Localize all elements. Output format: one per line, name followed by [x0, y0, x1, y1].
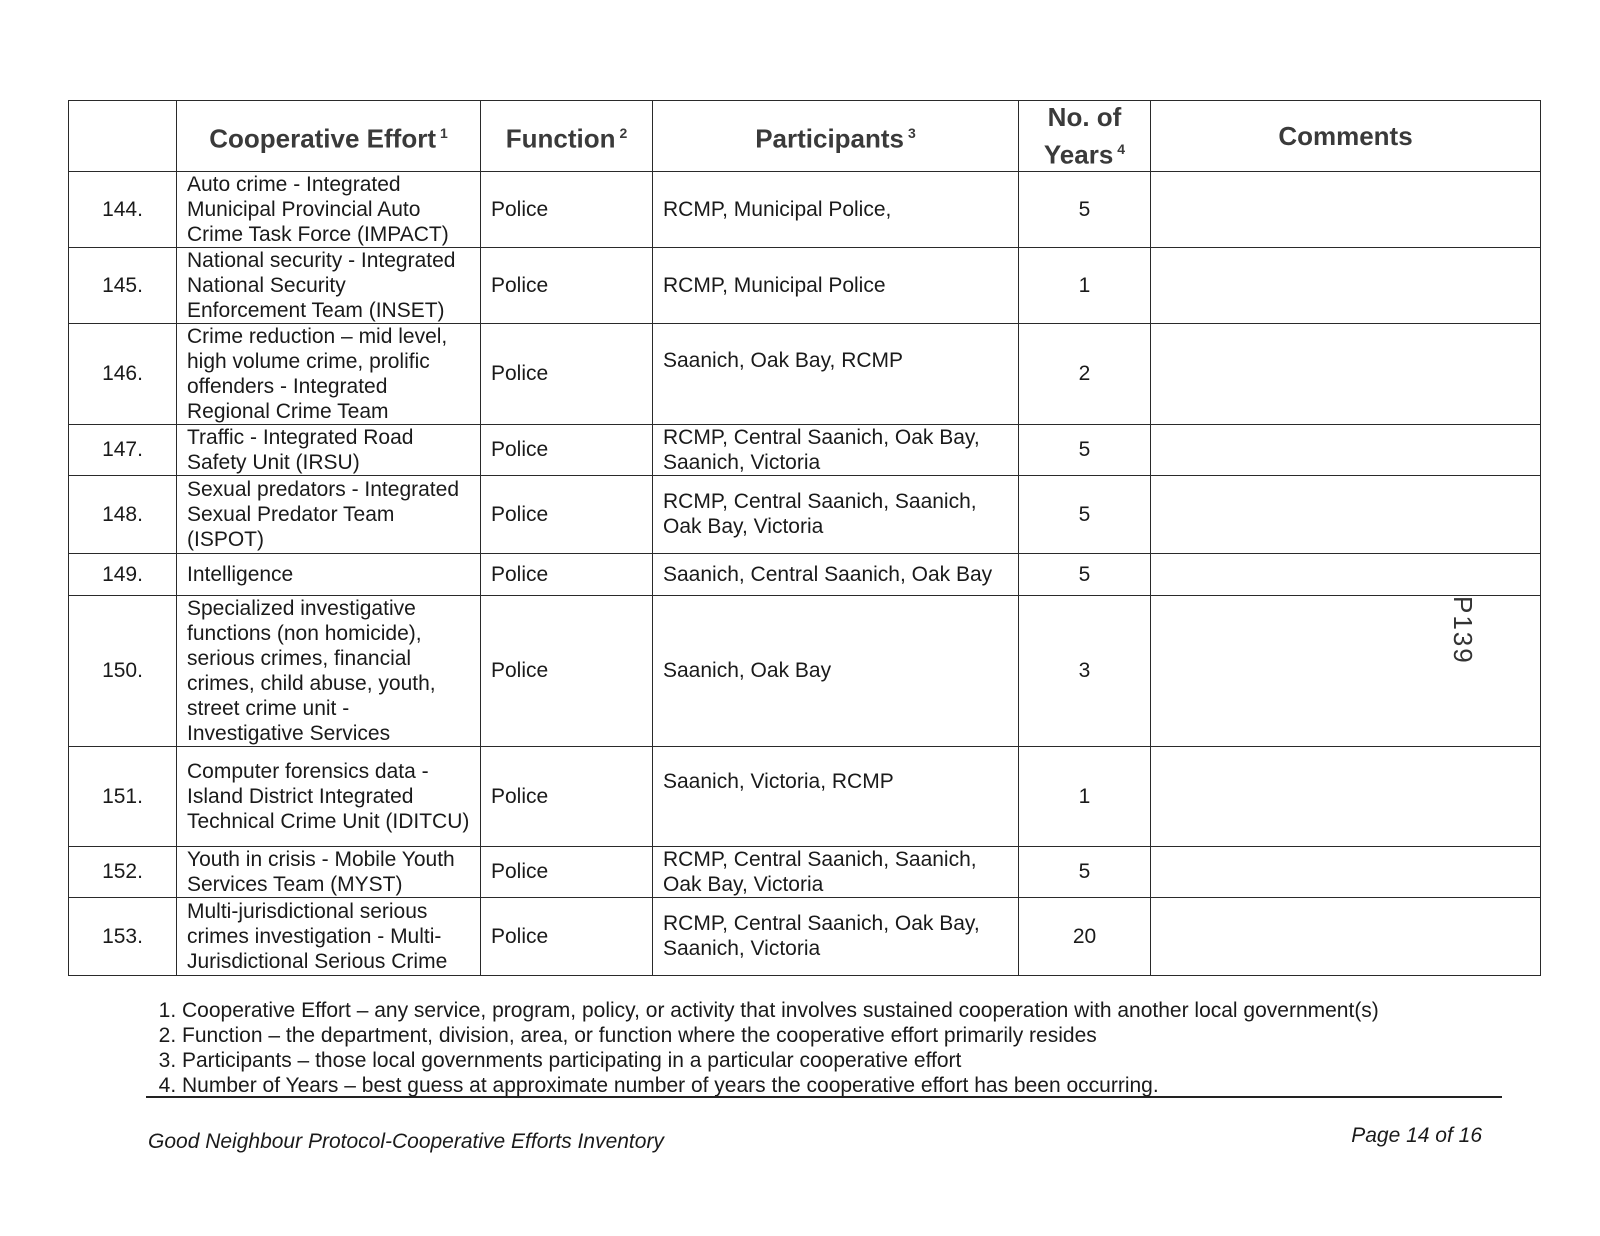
- row-function: Police: [481, 746, 653, 846]
- row-comments: [1151, 897, 1541, 975]
- row-function: Police: [481, 553, 653, 595]
- header-years: No. of Years $^4$: [1019, 101, 1151, 172]
- row-participants: RCMP, Municipal Police,: [653, 171, 1019, 247]
- row-function: Police: [481, 846, 653, 897]
- table-row: [69, 171, 1541, 247]
- row-years: 3: [1019, 595, 1151, 746]
- table-row: [69, 475, 1541, 553]
- header-function: Function $^2$: [481, 101, 653, 172]
- table-row: [69, 553, 1541, 595]
- row-years: 1: [1019, 247, 1151, 323]
- row-effort: Crime reduction – mid level, high volume crime, prolific offenders - Integrated Regional Crime Team: [177, 323, 481, 424]
- table-row: [69, 897, 1541, 975]
- footnote-item: 1. Cooperative Effort – any service, program, policy, or activity that involves sustained cooperation with another local government(s): [182, 998, 1502, 1023]
- row-participants: RCMP, Central Saanich, Saanich, Oak Bay, Victoria: [653, 475, 1019, 553]
- row-years: 5: [1019, 171, 1151, 247]
- header-number: [69, 101, 177, 172]
- row-years: 5: [1019, 475, 1151, 553]
- row-number: 150.: [69, 595, 177, 746]
- header-participants: Participants $^3$: [653, 101, 1019, 172]
- table-row: [69, 595, 1541, 746]
- footnote-item: 2. Function – the department, division, area, or function where the cooperative effort primarily resides: [182, 1023, 1502, 1048]
- row-number: 145.: [69, 247, 177, 323]
- table-row: [69, 247, 1541, 323]
- row-number: 147.: [69, 424, 177, 475]
- table-row: [69, 746, 1541, 846]
- row-years: 5: [1019, 553, 1151, 595]
- header-effort: Cooperative Effort $^1$: [177, 101, 481, 172]
- row-years: 20: [1019, 897, 1151, 975]
- row-participants: Saanich, Oak Bay: [653, 595, 1019, 746]
- row-comments: [1151, 846, 1541, 897]
- row-function: Police: [481, 323, 653, 424]
- row-number: 146.: [69, 323, 177, 424]
- row-comments: [1151, 171, 1541, 247]
- inventory-table: [68, 100, 1541, 976]
- row-effort: Specialized investigative functions (non homicide), serious crimes, financial crimes, child abuse, youth, street crime unit - Investigative Services: [177, 595, 481, 746]
- row-comments: [1151, 323, 1541, 424]
- table-row: [69, 846, 1541, 897]
- row-effort: Intelligence: [177, 553, 481, 595]
- row-comments: [1151, 424, 1541, 475]
- row-effort: Multi-jurisdictional serious crimes investigation - Multi-Jurisdictional Serious Crime: [177, 897, 481, 975]
- row-years: 5: [1019, 846, 1151, 897]
- footnote-item: 3. Participants – those local governments participating in a particular cooperative effort: [182, 1048, 1502, 1073]
- row-function: Police: [481, 475, 653, 553]
- row-comments: [1151, 746, 1541, 846]
- footnotes: [146, 998, 1502, 1098]
- page-stamp: P139: [1448, 596, 1478, 665]
- row-participants: Saanich, Oak Bay, RCMP: [653, 323, 1019, 424]
- footer-title: Good Neighbour Protocol-Cooperative Efforts Inventory: [148, 1130, 664, 1153]
- row-number: 151.: [69, 746, 177, 846]
- row-participants: RCMP, Municipal Police: [653, 247, 1019, 323]
- row-effort: Auto crime - Integrated Municipal Provincial Auto Crime Task Force (IMPACT): [177, 171, 481, 247]
- row-function: Police: [481, 424, 653, 475]
- row-function: Police: [481, 171, 653, 247]
- row-effort: National security - Integrated National Security Enforcement Team (INSET): [177, 247, 481, 323]
- row-effort: Traffic - Integrated Road Safety Unit (IRSU): [177, 424, 481, 475]
- row-number: 148.: [69, 475, 177, 553]
- table-body: [69, 171, 1541, 975]
- row-effort: Sexual predators - Integrated Sexual Predator Team (ISPOT): [177, 475, 481, 553]
- page-number: Page 14 of 16: [1351, 1124, 1482, 1147]
- row-participants: Saanich, Central Saanich, Oak Bay: [653, 553, 1019, 595]
- row-function: Police: [481, 897, 653, 975]
- row-participants: RCMP, Central Saanich, Oak Bay, Saanich, Victoria: [653, 424, 1019, 475]
- row-function: Police: [481, 595, 653, 746]
- table-row: [69, 323, 1541, 424]
- header-comments: Comments: [1151, 101, 1541, 172]
- footer-divider: [146, 1096, 1502, 1098]
- row-number: 149.: [69, 553, 177, 595]
- row-comments: [1151, 553, 1541, 595]
- row-participants: RCMP, Central Saanich, Saanich, Oak Bay, Victoria: [653, 846, 1019, 897]
- row-participants: RCMP, Central Saanich, Oak Bay, Saanich, Victoria: [653, 897, 1019, 975]
- row-function: Police: [481, 247, 653, 323]
- row-effort: Computer forensics data - Island District Integrated Technical Crime Unit (IDITCU): [177, 746, 481, 846]
- row-years: 1: [1019, 746, 1151, 846]
- row-number: 152.: [69, 846, 177, 897]
- row-number: 153.: [69, 897, 177, 975]
- row-comments: [1151, 475, 1541, 553]
- table-header-row: [69, 101, 1541, 172]
- footnote-item: 4. Number of Years – best guess at approximate number of years the cooperative effort has been occurring.: [182, 1073, 1502, 1098]
- table-row: [69, 424, 1541, 475]
- row-participants: Saanich, Victoria, RCMP: [653, 746, 1019, 846]
- row-effort: Youth in crisis - Mobile Youth Services Team (MYST): [177, 846, 481, 897]
- row-years: 2: [1019, 323, 1151, 424]
- row-comments: [1151, 247, 1541, 323]
- row-years: 5: [1019, 424, 1151, 475]
- row-number: 144.: [69, 171, 177, 247]
- row-comments: [1151, 595, 1541, 746]
